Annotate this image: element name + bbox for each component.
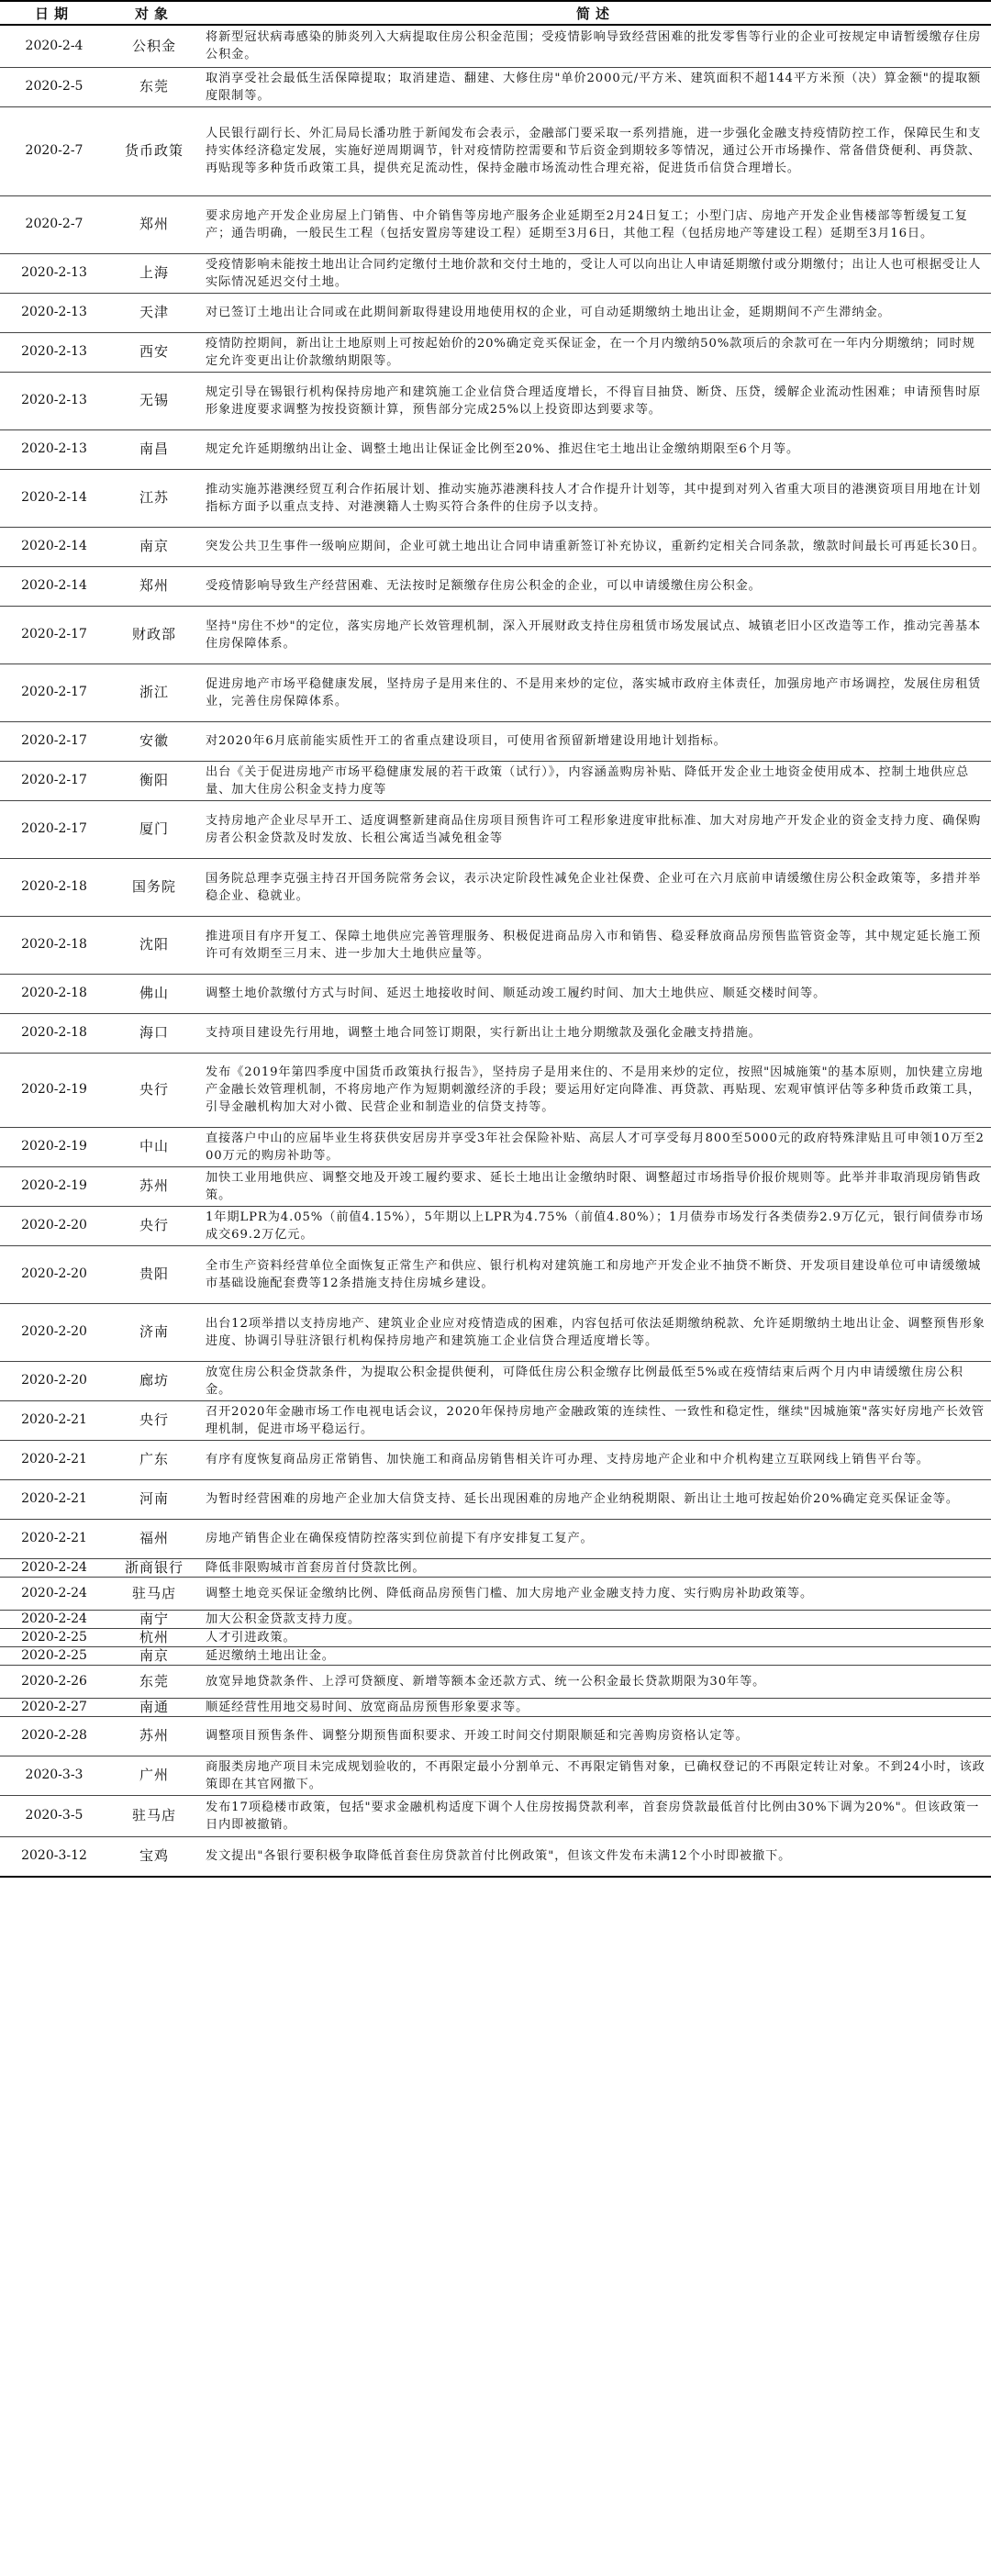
row-subject: 广州 (108, 1756, 200, 1795)
row-description: 降低非限购城市首套房首付贷款比例。 (200, 1558, 991, 1577)
row-subject: 天津 (108, 293, 200, 332)
row-date: 2020-2-24 (0, 1610, 108, 1628)
row-date: 2020-2-24 (0, 1577, 108, 1610)
header-description: 简述 (200, 1, 991, 25)
table-row (0, 1479, 991, 1519)
table-row (0, 469, 991, 527)
row-subject: 央行 (108, 1206, 200, 1245)
row-subject: 无锡 (108, 372, 200, 429)
row-date: 2020-2-5 (0, 67, 108, 106)
row-subject: 郑州 (108, 195, 200, 253)
table-row (0, 195, 991, 253)
table-row (0, 1303, 991, 1361)
table-row (0, 800, 991, 858)
row-date: 2020-2-14 (0, 469, 108, 527)
row-description: 加大公积金贷款支持力度。 (200, 1610, 991, 1628)
row-description: 加快工业用地供应、调整交地及开竣工履约要求、延长土地出让金缴纳时限、调整超过市场指导价报价规则等。此举并非取消现房销售政策。 (200, 1166, 991, 1206)
table-row (0, 293, 991, 332)
table-row (0, 1628, 991, 1646)
row-description: 支持项目建设先行用地，调整土地合同签订期限，实行新出让土地分期缴款及强化金融支持措施。 (200, 1013, 991, 1053)
row-subject: 杭州 (108, 1628, 200, 1646)
table-row (0, 253, 991, 293)
row-subject: 公积金 (108, 25, 200, 67)
table-row (0, 1646, 991, 1665)
table-row (0, 1836, 991, 1877)
row-date: 2020-2-13 (0, 293, 108, 332)
row-description: 调整土地价款缴付方式与时间、延迟土地接收时间、顺延动竣工履约时间、加大土地供应、顺延交楼时间等。 (200, 974, 991, 1013)
row-description: 突发公共卫生事件一级响应期间，企业可就土地出让合同申请重新签订补充协议，重新约定相关合同条款，缴款时间最长可再延长30日。 (200, 527, 991, 566)
table-row (0, 1245, 991, 1303)
table-row (0, 858, 991, 916)
table-row (0, 1361, 991, 1400)
row-date: 2020-2-14 (0, 566, 108, 606)
row-description: 对2020年6月底前能实质性开工的省重点建设项目，可使用省预留新增建设用地计划指标。 (200, 721, 991, 761)
row-subject: 佛山 (108, 974, 200, 1013)
header-subject: 对象 (108, 1, 200, 25)
row-subject: 海口 (108, 1013, 200, 1053)
row-date: 2020-2-28 (0, 1716, 108, 1756)
row-description: 对已签订土地出让合同或在此期间新取得建设用地使用权的企业，可自动延期缴纳土地出让金，延期期间不产生滞纳金。 (200, 293, 991, 332)
row-date: 2020-2-27 (0, 1698, 108, 1716)
row-description: 出台《关于促进房地产市场平稳健康发展的若干政策（试行）》，内容涵盖购房补贴、降低开发企业土地资金使用成本、控制土地供应总量、加大住房公积金支持力度等 (200, 761, 991, 800)
row-date: 2020-2-13 (0, 332, 108, 372)
row-date: 2020-2-17 (0, 800, 108, 858)
row-date: 2020-2-19 (0, 1166, 108, 1206)
row-description: 规定允许延期缴纳出让金、调整土地出让保证金比例至20%、推迟住宅土地出让金缴纳期限至6个月等。 (200, 429, 991, 469)
row-subject: 南京 (108, 527, 200, 566)
row-subject: 廊坊 (108, 1361, 200, 1400)
row-description: 全市生产资料经营单位全面恢复正常生产和供应、银行机构对建筑施工和房地产开发企业不抽贷不断贷、开发项目建设单位可申请缓缴城市基础设施配套费等12条措施支持住房城乡建设。 (200, 1245, 991, 1303)
row-description: 放宽住房公积金贷款条件，为提取公积金提供便利，可降低住房公积金缴存比例最低至5%或在疫情结束后两个月内申请缓缴住房公积金。 (200, 1361, 991, 1400)
table-row (0, 1698, 991, 1716)
row-description: 调整土地竞买保证金缴纳比例、降低商品房预售门槛、加大房地产业金融支持力度、实行购房补助政策等。 (200, 1577, 991, 1610)
row-description: 发布17项稳楼市政策，包括"要求金融机构适度下调个人住房按揭贷款利率，首套房贷款最低首付比例由30%下调为20%"。但该政策一日内即被撤销。 (200, 1795, 991, 1836)
table-row (0, 606, 991, 664)
row-description: 要求房地产开发企业房屋上门销售、中介销售等房地产服务企业延期至2月24日复工；小型门店、房地产开发企业售楼部等暂缓复工复产；通告明确，一般民生工程（包括安置房等建设工程）延期至3月6日，其他工程（包括房地产等建设工程）延期至3月16日。 (200, 195, 991, 253)
row-subject: 国务院 (108, 858, 200, 916)
row-date: 2020-2-20 (0, 1361, 108, 1400)
row-subject: 西安 (108, 332, 200, 372)
row-date: 2020-2-26 (0, 1665, 108, 1698)
row-date: 2020-2-13 (0, 429, 108, 469)
row-subject: 南京 (108, 1646, 200, 1665)
row-subject: 沈阳 (108, 916, 200, 974)
row-description: 推进项目有序开复工、保障土地供应完善管理服务、积极促进商品房入市和销售、稳妥释放商品房预售监管资金等，其中规定延长施工预许可有效期至三月末、进一步加大土地供应量等。 (200, 916, 991, 974)
table-row (0, 1519, 991, 1558)
row-description: 召开2020年金融市场工作电视电话会议，2020年保持房地产金融政策的连续性、一致性和稳定性，继续"因城施策"落实好房地产长效管理机制，促进市场平稳运行。 (200, 1400, 991, 1440)
row-description: 发布《2019年第四季度中国货币政策执行报告》，坚持房子是用来住的、不是用来炒的定位，按照"因城施策"的基本原则，加快建立房地产金融长效管理机制，不将房地产作为短期刺激经济的手段；要运用好定向降准、再贷款、再贴现、宏观审慎评估等多种货币政策工具，引导金融机构加大对小微、民营企业和制造业的信贷支持等。 (200, 1053, 991, 1127)
row-description: 受疫情影响未能按土地出让合同约定缴付土地价款和交付土地的，受让人可以向出让人申请延期缴付或分期缴付；出让人也可根据受让人实际情况延迟交付土地。 (200, 253, 991, 293)
row-subject: 货币政策 (108, 106, 200, 195)
row-subject: 央行 (108, 1053, 200, 1127)
table-row (0, 25, 991, 67)
row-description: 人民银行副行长、外汇局局长潘功胜于新闻发布会表示，金融部门要采取一系列措施，进一步强化金融支持疫情防控工作，保障民生和支持实体经济稳定发展，实施好逆周期调节，针对疫情防控需要和节后资金到期较多等情况，通过公开市场操作、常备借贷便利、再贷款、再贴现等多种货币政策工具，提供充足流动性，保持金融市场流动性合理充裕，促进货币信贷合理增长。 (200, 106, 991, 195)
row-subject: 苏州 (108, 1716, 200, 1756)
row-description: 1年期LPR为4.05%（前值4.15%），5年期以上LPR为4.75%（前值4.80%）；1月债券市场发行各类债券2.9万亿元，银行间债券市场成交69.2万亿元。 (200, 1206, 991, 1245)
table-row (0, 1577, 991, 1610)
row-description: 为暂时经营困难的房地产企业加大信贷支持、延长出现困难的房地产企业纳税期限、新出让土地可按起始价20%确定竞买保证金等。 (200, 1479, 991, 1519)
row-date: 2020-2-18 (0, 858, 108, 916)
row-date: 2020-2-20 (0, 1303, 108, 1361)
row-date: 2020-2-17 (0, 606, 108, 664)
row-description: 调整项目预售条件、调整分期预售面积要求、开竣工时间交付期限顺延和完善购房资格认定等。 (200, 1716, 991, 1756)
row-date: 2020-2-17 (0, 664, 108, 721)
row-subject: 南宁 (108, 1610, 200, 1628)
row-description: 将新型冠状病毒感染的肺炎列入大病提取住房公积金范围；受疫情影响导致经营困难的批发零售等行业的企业可按规定申请暂缓缴存住房公积金。 (200, 25, 991, 67)
row-date: 2020-2-21 (0, 1440, 108, 1479)
row-description: 发文提出"各银行要积极争取降低首套住房贷款首付比例政策"，但该文件发布未满12个小时即被撤下。 (200, 1836, 991, 1877)
row-date: 2020-2-21 (0, 1519, 108, 1558)
row-date: 2020-2-17 (0, 761, 108, 800)
row-date: 2020-2-20 (0, 1206, 108, 1245)
table-row (0, 1053, 991, 1127)
row-description: 规定引导在锡银行机构保持房地产和建筑施工企业信贷合理适度增长，不得盲目抽贷、断贷、压贷，缓解企业流动性困难；申请预售时原形象进度要求调整为按投资额计算，预售部分完成25%以上投资即达到要求等。 (200, 372, 991, 429)
table-body (0, 25, 991, 1877)
row-date: 2020-2-25 (0, 1646, 108, 1665)
row-description: 出台12项举措以支持房地产、建筑业企业应对疫情造成的困难，内容包括可依法延期缴纳税款、允许延期缴纳土地出让金、调整预售形象进度、协调引导驻济银行机构保持房地产和建筑施工企业信贷合理适度增长等。 (200, 1303, 991, 1361)
row-subject: 南通 (108, 1698, 200, 1716)
table-row (0, 1716, 991, 1756)
row-date: 2020-2-17 (0, 721, 108, 761)
row-date: 2020-2-18 (0, 916, 108, 974)
row-subject: 福州 (108, 1519, 200, 1558)
row-date: 2020-2-20 (0, 1245, 108, 1303)
row-subject: 安徽 (108, 721, 200, 761)
row-subject: 中山 (108, 1127, 200, 1166)
row-date: 2020-2-19 (0, 1127, 108, 1166)
row-date: 2020-3-5 (0, 1795, 108, 1836)
row-subject: 财政部 (108, 606, 200, 664)
row-date: 2020-2-13 (0, 253, 108, 293)
row-description: 促进房地产市场平稳健康发展，坚持房子是用来住的、不是用来炒的定位，落实城市政府主体责任，加强房地产市场调控，发展住房租赁业，完善住房保障体系。 (200, 664, 991, 721)
header-date: 日期 (0, 1, 108, 25)
table-row (0, 974, 991, 1013)
row-description: 商服类房地产项目未完成规划验收的，不再限定最小分割单元、不再限定销售对象，已确权登记的不再限定转让对象。不到24小时，该政策即在其官网撤下。 (200, 1756, 991, 1795)
table-row (0, 106, 991, 195)
row-description: 放宽异地贷款条件、上浮可贷额度、新增等额本金还款方式、统一公积金最长贷款期限为30年等。 (200, 1665, 991, 1698)
row-subject: 宝鸡 (108, 1836, 200, 1877)
table-row (0, 721, 991, 761)
row-subject: 浙商银行 (108, 1558, 200, 1577)
table-row (0, 332, 991, 372)
row-subject: 东莞 (108, 67, 200, 106)
row-subject: 济南 (108, 1303, 200, 1361)
row-subject: 贵阳 (108, 1245, 200, 1303)
row-description: 顺延经营性用地交易时间、放宽商品房预售形象要求等。 (200, 1698, 991, 1716)
row-subject: 东莞 (108, 1665, 200, 1698)
row-subject: 驻马店 (108, 1795, 200, 1836)
row-subject: 郑州 (108, 566, 200, 606)
row-description: 支持房地产企业尽早开工、适度调整新建商品住房项目预售许可工程形象进度审批标准、加大对房地产开发企业的资金支持力度、确保购房者公积金贷款及时发放、长租公寓适当减免租金等 (200, 800, 991, 858)
row-subject: 河南 (108, 1479, 200, 1519)
row-date: 2020-2-21 (0, 1400, 108, 1440)
row-description: 取消享受社会最低生活保障提取；取消建造、翻建、大修住房"单价2000元/平方米、建筑面积不超144平方米预（决）算金额"的提取额度限制等。 (200, 67, 991, 106)
table-row (0, 1400, 991, 1440)
row-subject: 上海 (108, 253, 200, 293)
row-date: 2020-2-13 (0, 372, 108, 429)
table-row (0, 1013, 991, 1053)
row-date: 2020-2-14 (0, 527, 108, 566)
row-subject: 广东 (108, 1440, 200, 1479)
row-subject: 苏州 (108, 1166, 200, 1206)
row-subject: 驻马店 (108, 1577, 200, 1610)
row-date: 2020-2-19 (0, 1053, 108, 1127)
row-description: 推动实施苏港澳经贸互利合作拓展计划、推动实施苏港澳科技人才合作提升计划等，其中提到对列入省重大项目的港澳资项目用地在计划指标方面予以重点支持、对港澳籍人士购买符合条件的住房予以支持。 (200, 469, 991, 527)
header-row (0, 1, 991, 25)
row-description: 国务院总理李克强主持召开国务院常务会议，表示决定阶段性减免企业社保费、企业可在六月底前申请缓缴住房公积金政策等，多措并举稳企业、稳就业。 (200, 858, 991, 916)
table-row (0, 1440, 991, 1479)
table-row (0, 664, 991, 721)
table-row (0, 1166, 991, 1206)
table-row (0, 67, 991, 106)
row-description: 坚持"房住不炒"的定位，落实房地产长效管理机制，深入开展财政支持住房租赁市场发展试点、城镇老旧小区改造等工作，推动完善基本住房保障体系。 (200, 606, 991, 664)
table-row (0, 429, 991, 469)
row-subject: 南昌 (108, 429, 200, 469)
row-description: 直接落户中山的应届毕业生将获供安居房并享受3年社会保险补贴、高层人才可享受每月800至5000元的政府特殊津贴且可申领10万至200万元的购房补助等。 (200, 1127, 991, 1166)
row-description: 疫情防控期间，新出让土地原则上可按起始价的20%确定竞买保证金，在一个月内缴纳50%款项后的余款可在一年内分期缴纳；同时规定允许变更出让价款缴纳期限等。 (200, 332, 991, 372)
table-row (0, 1795, 991, 1836)
row-date: 2020-2-25 (0, 1628, 108, 1646)
table-row (0, 1206, 991, 1245)
table-row (0, 916, 991, 974)
table-row (0, 566, 991, 606)
row-description: 人才引进政策。 (200, 1628, 991, 1646)
table-row (0, 1610, 991, 1628)
row-subject: 江苏 (108, 469, 200, 527)
row-subject: 衡阳 (108, 761, 200, 800)
row-date: 2020-2-21 (0, 1479, 108, 1519)
row-date: 2020-2-24 (0, 1558, 108, 1577)
row-description: 受疫情影响导致生产经营困难、无法按时足额缴存住房公积金的企业，可以申请缓缴住房公积金。 (200, 566, 991, 606)
row-date: 2020-3-12 (0, 1836, 108, 1877)
row-date: 2020-3-3 (0, 1756, 108, 1795)
row-description: 有序有度恢复商品房正常销售、加快施工和商品房销售相关许可办理、支持房地产企业和中介机构建立互联网线上销售平台等。 (200, 1440, 991, 1479)
row-description: 房地产销售企业在确保疫情防控落实到位前提下有序安排复工复产。 (200, 1519, 991, 1558)
table-row (0, 1558, 991, 1577)
table-row (0, 527, 991, 566)
row-date: 2020-2-4 (0, 25, 108, 67)
table-row (0, 761, 991, 800)
row-date: 2020-2-18 (0, 974, 108, 1013)
row-date: 2020-2-7 (0, 106, 108, 195)
row-subject: 央行 (108, 1400, 200, 1440)
table-row (0, 372, 991, 429)
row-date: 2020-2-18 (0, 1013, 108, 1053)
row-date: 2020-2-7 (0, 195, 108, 253)
row-subject: 浙江 (108, 664, 200, 721)
row-description: 延迟缴纳土地出让金。 (200, 1646, 991, 1665)
table-row (0, 1756, 991, 1795)
table-row (0, 1127, 991, 1166)
row-subject: 厦门 (108, 800, 200, 858)
table-row (0, 1665, 991, 1698)
